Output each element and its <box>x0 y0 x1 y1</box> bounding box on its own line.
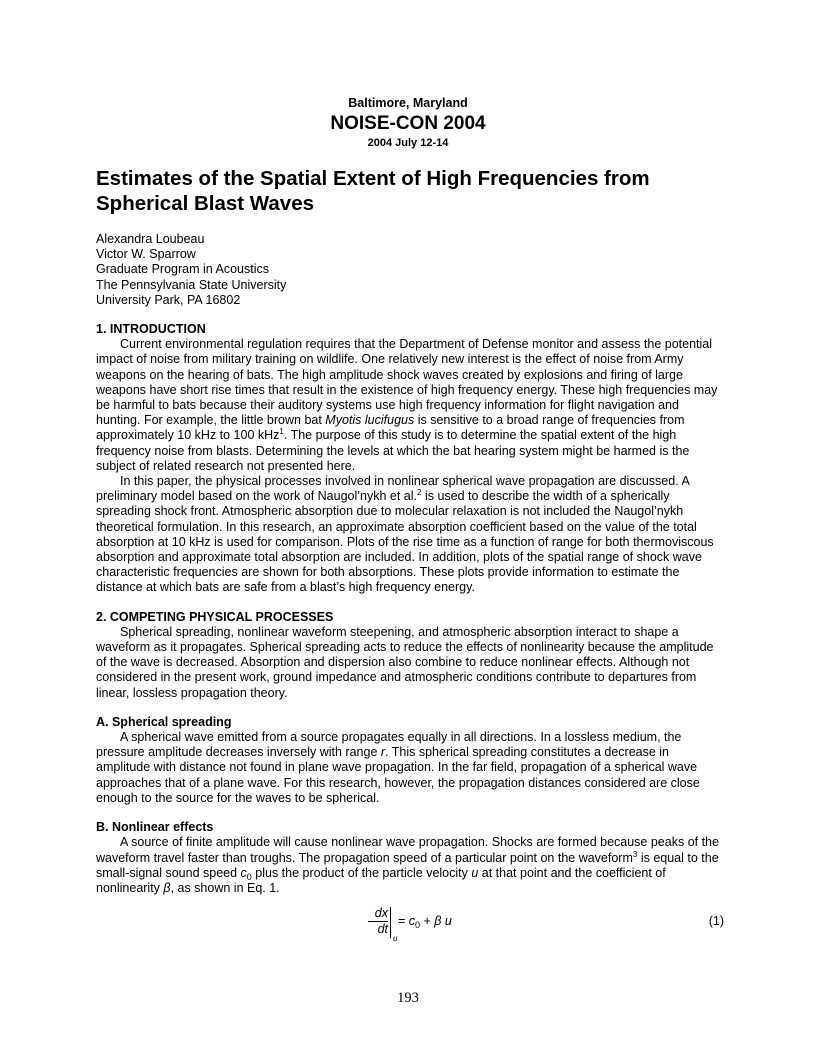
reference-marker: 1 <box>279 427 284 437</box>
math-var: c <box>240 865 247 880</box>
affiliation: Graduate Program in Acoustics <box>96 262 269 277</box>
subsection-heading-spherical-spreading: A. Spherical spreading <box>96 714 232 729</box>
nonlinear-paragraph-1: A source of finite amplitude will cause nonlinear wave propagation. Shocks are formed because peaks of the waveform travel faster than troughs. The propagation speed of a particular point on the waveform$^3$ is equal to the small-signal sound speed $c_0$ plus the product of the particle velocity u at that point and the coefficient of nonlinearity β, as shown in Eq. 1. <box>96 835 719 895</box>
math-var: r <box>380 745 386 760</box>
evaluation-subscript: u <box>393 934 398 944</box>
fraction-numerator: dx <box>374 906 388 921</box>
intro-paragraph-1: Current environmental regulation requires that the Department of Defense monitor and assess the potential impact of noise from military training on wildlife. One relatively new interest is the effect of noise from Army weapons on the hearing of bats. The high amplitude shock waves created by explosions and firing of large weapons have short rise times that result in the existence of high frequency energy. These high frequencies may be harmful to bats because their auditory systems use high frequency information for flight navigation and hunting. For example, the little brown bat Myotis lucifugus is sensitive to a broad range of frequencies from approximately 10 kHz to 100 kHz$^1$. The purpose of this study is to determine the spatial extent of the high frequency noise from blasts. Determining the levels at which the bat hearing system might be harmed is the subject of related research not presented here. <box>96 337 718 473</box>
evaluation-bar <box>390 907 391 938</box>
reference-marker: 3 <box>632 849 638 859</box>
affiliation: The Pennsylvania State University <box>96 277 287 292</box>
paper-body <box>96 322 726 952</box>
equation-1 <box>96 906 726 952</box>
author-name: Victor W. Sparrow <box>96 247 196 262</box>
author-block <box>96 232 286 308</box>
section-heading-introduction: 1. INTRODUCTION <box>96 322 206 336</box>
paper-title: Estimates of the Spatial Extent of High Frequencies from Spherical Blast Waves <box>96 167 650 215</box>
math-subscript: 0 <box>246 871 252 882</box>
page-number: 193 <box>397 990 419 1006</box>
intro-paragraph-2: In this paper, the physical processes involved in nonlinear spherical wave propagation are discussed. A preliminary model based on the work of Naugol’nykh et al.$^2$ is used to describe the width of a spherically spreading shock front. Atmospheric absorption due to molecular relaxation is not included the Naugol’nykh theoretical formulation. In this research, an approximate absorption coefficient based on the value of the total absorption at 10 kHz is used for comparison. Plots of the rise time as a function of range for both thermoviscous absorption and approximate total absorption are included. In addition, plots of the spatial range of shock wave characteristic frequencies are shown for both absorptions. These plots provide information to estimate the distance at which bats are safe from a blast’s high frequency energy. <box>96 474 714 595</box>
author-name: Alexandra Loubeau <box>96 232 205 246</box>
derivative-fraction <box>368 906 388 937</box>
subsection-heading-nonlinear-effects: B. Nonlinear effects <box>96 820 214 835</box>
address: University Park, PA 16802 <box>96 292 241 307</box>
reference-marker: 2 <box>417 488 422 498</box>
math-var: u <box>471 865 479 880</box>
species-name: Myotis lucifugus <box>325 413 415 428</box>
equation-rhs: = $c_0 + \beta$ u <box>398 914 452 931</box>
conference-location: Baltimore, Maryland <box>348 96 468 110</box>
spherical-paragraph-1: A spherical wave emitted from a source propagates equally in all directions. In a lossless medium, the pressure amplitude decreases inversely with range r. This spherical spreading constitutes a decrease in amplitude with distance not found in plane wave propagation. In the far field, propagation of a spherical wave approaches that of a plane wave. For this research, however, the propagation distances considered are close enough to the source for the waves to be spherical. <box>96 730 700 805</box>
section-heading-competing-processes: 2. COMPETING PHYSICAL PROCESSES <box>96 609 334 624</box>
conference-dates: 2004 July 12-14 <box>367 137 449 149</box>
equation-number: (1) <box>708 914 724 929</box>
competing-paragraph-1: Spherical spreading, nonlinear waveform steepening, and atmospheric absorption interact to shape a waveform as it propagates. Spherical spreading acts to reduce the effects of nonlinearity because the amplitude of the wave is decreased. Absorption and dispersion also combine to reduce nonlinear effects. Although not considered in the present work, ground impedance and atmospheric conditions contribute to departures from linear, lossless propagation theory. <box>96 624 714 700</box>
fraction-denominator: dt <box>368 921 388 937</box>
conference-name: NOISE-CON 2004 <box>330 113 486 134</box>
math-var: β <box>163 880 171 895</box>
